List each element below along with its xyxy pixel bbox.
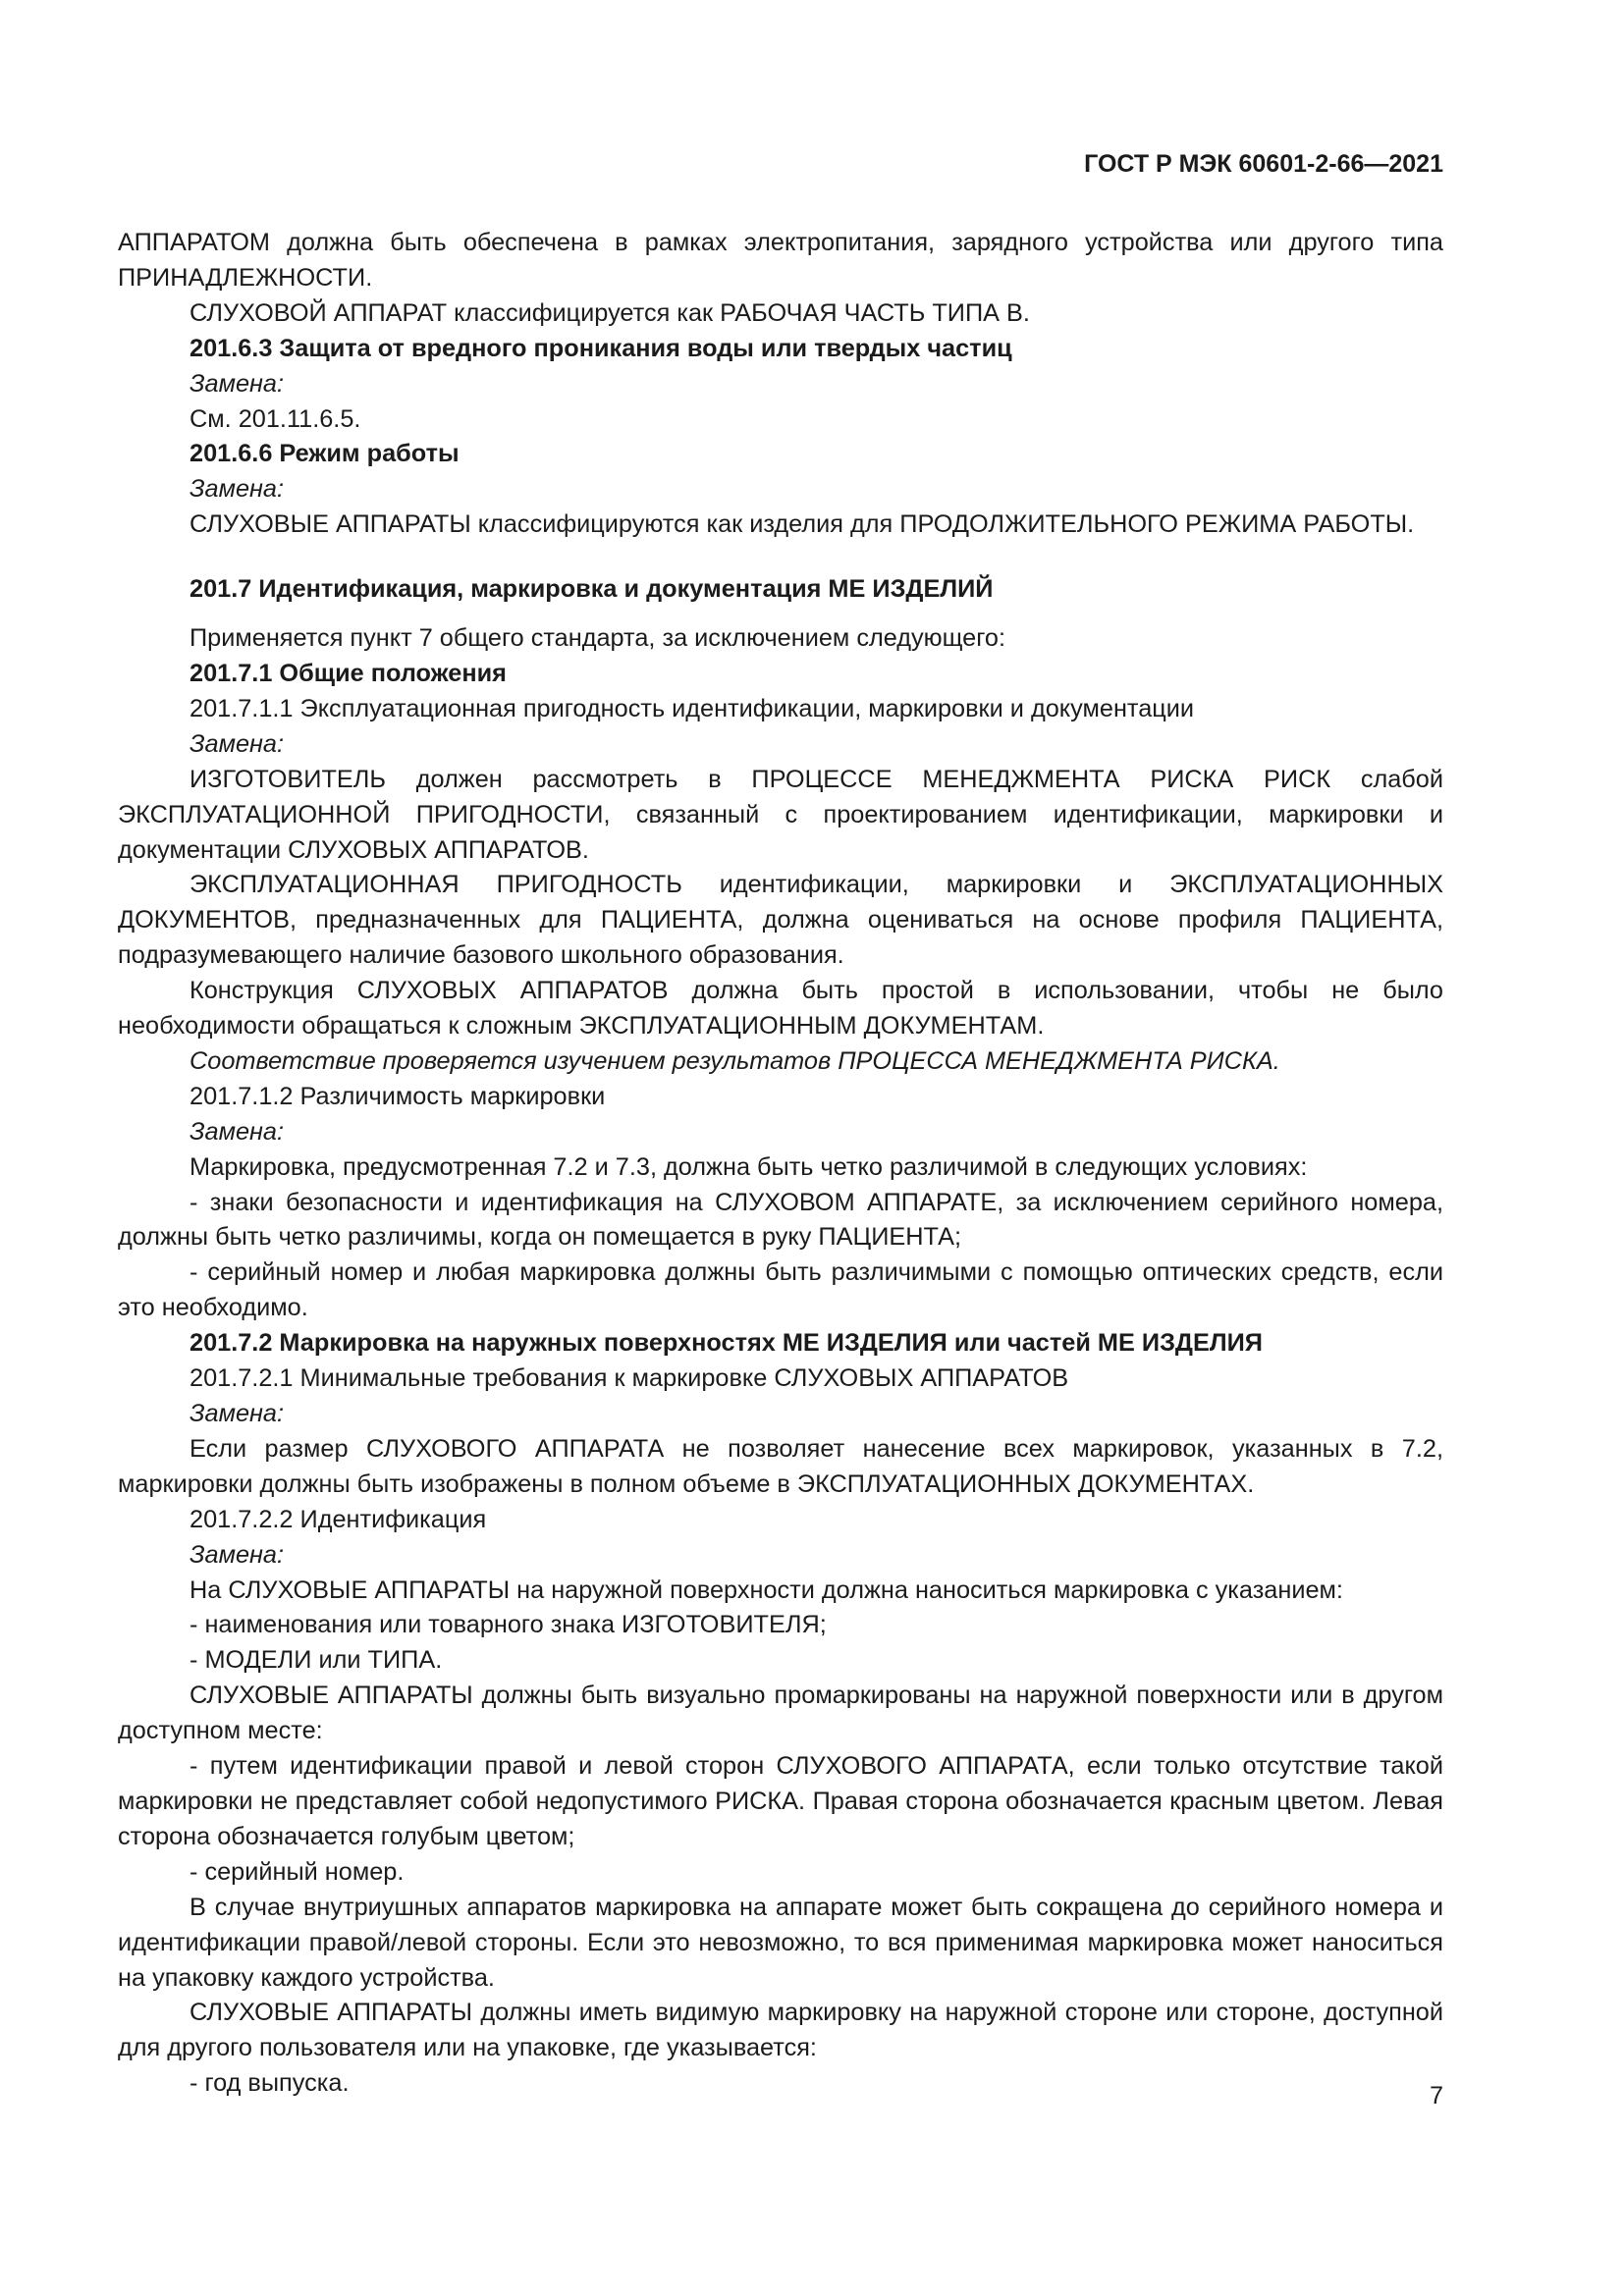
paragraph: ЭКСПЛУАТАЦИОННАЯ ПРИГОДНОСТЬ идентификации, маркировки и ЭКСПЛУАТАЦИОННЫХ ДОКУМЕНТОВ, предназначенных для ПАЦИЕНТА, должна оцениваться на основе профиля ПАЦИЕНТА, подразумевающего наличие базового школьного образования. bbox=[118, 871, 1443, 970]
list-item: - серийный номер. bbox=[189, 1857, 405, 1886]
paragraph: СЛУХОВОЙ АППАРАТ классифицируется как РАБОЧАЯ ЧАСТЬ ТИПА В. bbox=[189, 298, 1030, 327]
page-number: 7 bbox=[1430, 2082, 1443, 2109]
subsection-heading: 201.7.1.1 Эксплуатационная пригодность идентификации, маркировки и документации bbox=[189, 694, 1195, 722]
list-item: - серийный номер и любая маркировка должны быть различимыми с помощью оптических средств, если это необходимо. bbox=[118, 1258, 1443, 1322]
list-item: - наименования или товарного знака ИЗГОТОВИТЕЛЯ; bbox=[189, 1611, 827, 1639]
document-body bbox=[118, 226, 1443, 2102]
list-item: - МОДЕЛИ или ТИПА. bbox=[189, 1646, 443, 1675]
paragraph: В случае внутриушных аппаратов маркировка на аппарате может быть сокращена до серийного номера и идентификации правой/левой стороны. Если это невозможно, то вся применимая маркировка может наноситься на упаковку каждого устройства. bbox=[118, 1893, 1443, 1992]
subsection-heading: 201.7.2.1 Минимальные требования к маркировке СЛУХОВЫХ АППАРАТОВ bbox=[189, 1364, 1069, 1393]
list-item: - знаки безопасности и идентификация на СЛУХОВОМ АППАРАТЕ, за исключением серийного номера, должны быть четко различимы, когда он помещается в руку ПАЦИЕНТА; bbox=[118, 1188, 1443, 1252]
document-header: ГОСТ Р МЭК 60601-2-66—2021 bbox=[1084, 150, 1443, 178]
replacement-label: Замена: bbox=[189, 1400, 285, 1427]
paragraph: АППАРАТОМ должна быть обеспечена в рамках электропитания, зарядного устройства или другого типа ПРИНАДЛЕЖНОСТИ. bbox=[118, 229, 1443, 292]
paragraph: Конструкция СЛУХОВЫХ АППАРАТОВ должна быть простой в использовании, чтобы не было необходимости обращаться к сложным ЭКСПЛУАТАЦИОННЫМ ДОКУМЕНТАМ. bbox=[118, 977, 1443, 1041]
paragraph: ИЗГОТОВИТЕЛЬ должен рассмотреть в ПРОЦЕССЕ МЕНЕДЖМЕНТА РИСКА РИСК слабой ЭКСПЛУАТАЦИОННОЙ ПРИГОДНОСТИ, связанный с проектированием идентификации, маркировки и документации СЛУХОВЫХ АППАРАТОВ. bbox=[118, 765, 1443, 864]
section-heading: 201.6.6 Режим работы bbox=[189, 440, 460, 468]
section-heading: 201.7.1 Общие положения bbox=[189, 659, 507, 687]
section-heading: 201.6.3 Защита от вредного проникания воды или твердых частиц bbox=[189, 334, 1012, 362]
replacement-label: Замена: bbox=[189, 1117, 285, 1146]
paragraph: Применяется пункт 7 общего стандарта, за исключением следующего: bbox=[189, 624, 1005, 653]
subsection-heading: 201.7.2.2 Идентификация bbox=[189, 1505, 487, 1533]
list-item: - путем идентификации правой и левой сторон СЛУХОВОГО АППАРАТА, если только отсутствие такой маркировки не представляет собой недопустимого РИСКА. Правая сторона обозначается красным цветом. Левая сторона обозначается голубым цветом; bbox=[118, 1752, 1443, 1850]
list-item: - год выпуска. bbox=[189, 2069, 350, 2098]
replacement-label: Замена: bbox=[189, 729, 285, 758]
replacement-label: Замена: bbox=[189, 369, 285, 398]
replacement-label: Замена: bbox=[189, 1540, 285, 1569]
paragraph: СЛУХОВЫЕ АППАРАТЫ классифицируются как изделия для ПРОДОЛЖИТЕЛЬНОГО РЕЖИМА РАБОТЫ. bbox=[189, 510, 1415, 539]
chapter-heading: 201.7 Идентификация, маркировка и документация МЕ ИЗДЕЛИЙ bbox=[189, 575, 994, 604]
section-heading: 201.7.2 Маркировка на наружных поверхностях МЕ ИЗДЕЛИЯ или частей МЕ ИЗДЕЛИЯ bbox=[189, 1329, 1263, 1358]
paragraph: Если размер СЛУХОВОГО АППАРАТА не позволяет нанесение всех маркировок, указанных в 7.2, маркировки должны быть изображены в полном объеме в ЭКСПЛУАТАЦИОННЫХ ДОКУМЕНТАХ. bbox=[118, 1434, 1443, 1498]
compliance-note: Соответствие проверяется изучением результатов ПРОЦЕССА МЕНЕДЖМЕНТА РИСКА. bbox=[189, 1046, 1280, 1075]
paragraph: См. 201.11.6.5. bbox=[189, 404, 361, 433]
paragraph: СЛУХОВЫЕ АППАРАТЫ должны быть визуально промаркированы на наружной поверхности или в другом доступном месте: bbox=[118, 1682, 1443, 1745]
replacement-label: Замена: bbox=[189, 475, 285, 504]
paragraph: Маркировка, предусмотренная 7.2 и 7.3, должна быть четко различимой в следующих условиях: bbox=[189, 1152, 1308, 1181]
paragraph: На СЛУХОВЫЕ АППАРАТЫ на наружной поверхности должна наноситься маркировка с указанием: bbox=[189, 1575, 1343, 1604]
subsection-heading: 201.7.1.2 Различимость маркировки bbox=[189, 1082, 606, 1110]
paragraph: СЛУХОВЫЕ АППАРАТЫ должны иметь видимую маркировку на наружной стороне или стороне, доступной для другого пользователя или на упаковке, где указывается: bbox=[118, 1999, 1443, 2062]
